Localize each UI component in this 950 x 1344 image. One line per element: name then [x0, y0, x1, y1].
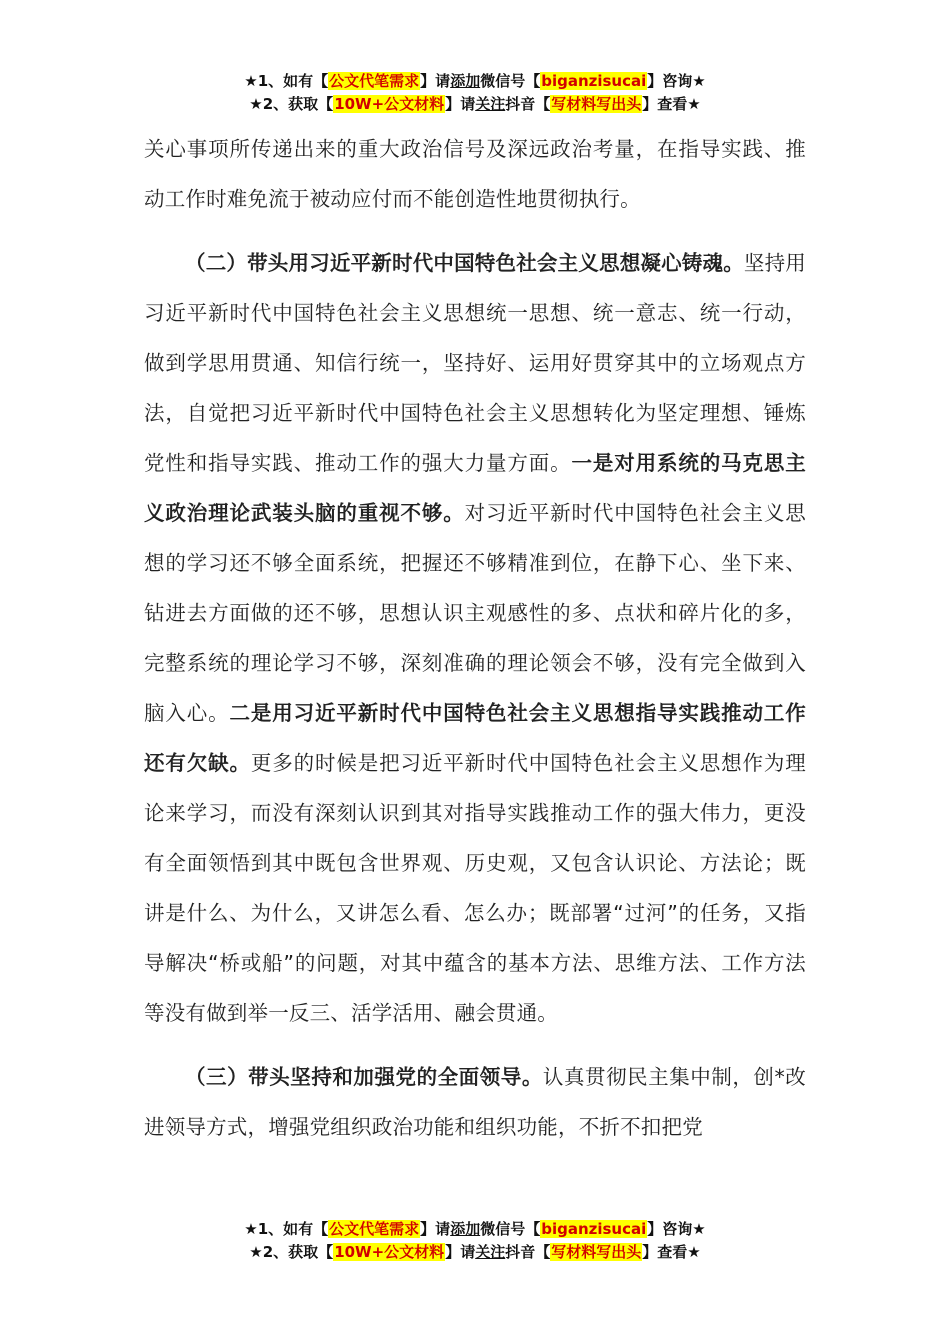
paragraph-1: 关心事项所传递出来的重大政治信号及深远政治考量，在指导实践、推动工作时难免流于被动应付而不能创造性地贯彻执行。 [144, 137, 806, 211]
point-2-heading: 二是用习近平新时代中国特色社会主义思想指导实践推动工作还有欠缺。 [144, 701, 806, 775]
document-body [144, 124, 806, 1152]
section-heading-2: （二）带头用习近平新时代中国特色社会主义思想凝心铸魂。 [185, 251, 744, 275]
point-1-heading: 一是对用系统的马克思主义政治理论武装头脑的重视不够。 [144, 451, 806, 525]
highlight-materials: 10W+公文材料 [334, 95, 445, 113]
paragraph-3: （三）带头坚持和加强党的全面领导。认真贯彻民主集中制，创*改进领导方式，增强党组织政治功能和组织功能，不折不扣把党 [144, 1065, 806, 1139]
footer-line-2: ★2、获取【10W+公文材料】请关注抖音【写材料写出头】查看★ [249, 1243, 701, 1261]
footer-banner [0, 1218, 950, 1264]
banner-line-2: ★2、获取【10W+公文材料】请关注抖音【写材料写出头】查看★ [249, 95, 701, 113]
highlight-douyin-id: 写材料写出头 [551, 95, 642, 113]
paragraph-2: （二）带头用习近平新时代中国特色社会主义思想凝心铸魂。坚持用习近平新时代中国特色社会主义思想统一思想、统一意志、统一行动，做到学思用贯通、知信行统一，坚持好、运用好贯穿其中的立场观点方法，自觉把习近平新时代中国特色社会主义思想转化为坚定理想、锤炼党性和指导实践、推动工作的强大力量方面。一是对用系统的马克思主义政治理论武装头脑的重视不够。对习近平新时代中国特色社会主义思想的学习还不够全面系统，把握还不够精准到位，在静下心、坐下来、钻进去方面做的还不够，思想认识主观感性的多、点状和碎片化的多，完整系统的理论学习不够，深刻准确的理论领会不够，没有完全做到入脑入心。二是用习近平新时代中国特色社会主义思想指导实践推动工作还有欠缺。更多的时候是把习近平新时代中国特色社会主义思想作为理论来学习，而没有深刻认识到其对指导实践推动工作的强大伟力，更没有全面领悟到其中既包含世界观、历史观，又包含认识论、方法论；既讲是什么、为什么，又讲怎么看、怎么办；既部署“过河”的任务，又指导解决“桥或船”的问题，对其中蕴含的基本方法、思维方法、工作方法等没有做到举一反三、活学活用、融会贯通。 [144, 238, 806, 1038]
header-banner [0, 70, 950, 116]
section-heading-3: （三）带头坚持和加强党的全面领导。 [185, 1065, 543, 1089]
highlight-service: 公文代笔需求 [329, 72, 420, 90]
footer-line-1: ★1、如有【公文代笔需求】请添加微信号【biganzisucai】咨询★ [244, 1220, 706, 1238]
highlight-wechat-id: biganzisucai [541, 72, 647, 90]
banner-line-1: ★1、如有【公文代笔需求】请添加微信号【biganzisucai】咨询★ [244, 72, 706, 90]
